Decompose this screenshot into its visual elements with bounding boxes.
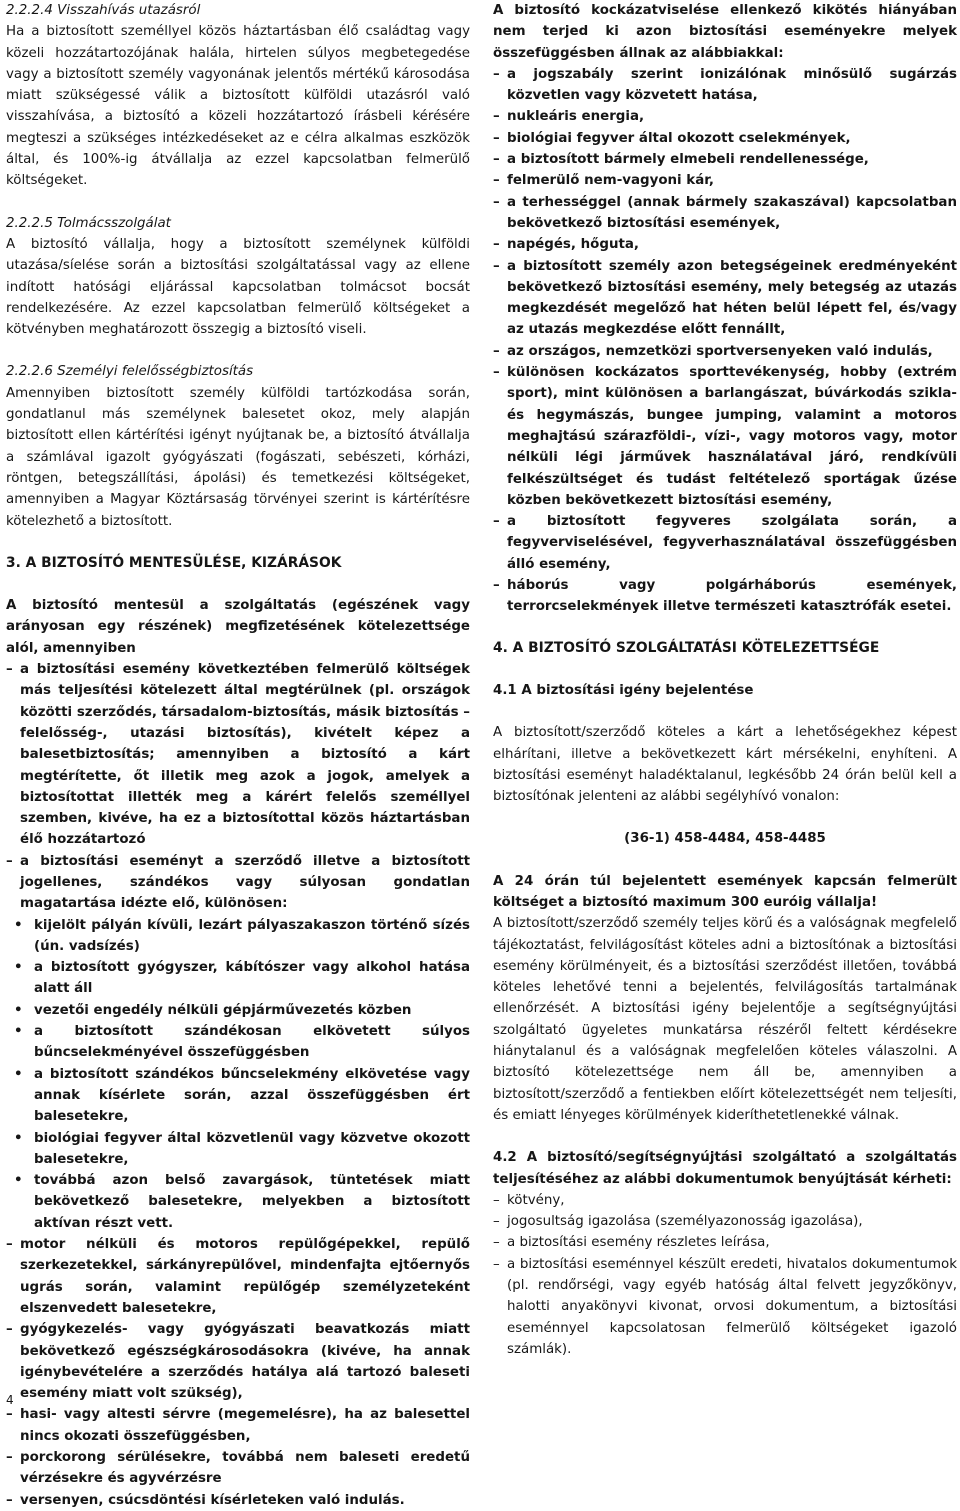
list-item: – gyógykezelés- vagy gyógyászati beavatkozás miatt bekövetkező egészségkárosodásokra (kivéve, ha annak igénybevételére a szerződés hatálya alá tartozó baleseti esemény miatt volt szükség), (6, 1319, 470, 1404)
section-4-1-body-2: A biztosított/szerződő személy teljes körű és a valóságnak megfelelő tájékoztatást, felvilágosítást köteles adni a biztosítónak a biztosítási esemény körülményeit, és a biztosítási szerződést illetően, továbbá köteles lehetővé tenni a bejelentés, felvilágosítás tartalmának ellenőrzését. A biztosítási igény bejelentője a segítségnyújtási szolgáltató ügyeletes munkatársa részéről feltett kérdésekre hiánytalanul és a valóságnak megfelelően köteles válaszolni. A biztosító kötelezettsége nem áll be, amennyiben a biztosított/szerződő a fentiekben előírt kötelezettségét nem teljesíti, és emiatt lényeges körülmények kideríthetetlenekké válnak. (493, 916, 957, 1123)
section-heading: 2.2.2.4 Visszahívás utazásról (6, 3, 201, 18)
list-item: – kötvény, (493, 1190, 957, 1211)
bullet-item: • a biztosított gyógyszer, kábítószer vagy alkohol hatása alatt áll (6, 957, 470, 1000)
risk-exclusions-block (493, 0, 957, 618)
list-item: – a biztosított bármely elmebeli rendellenessége, (493, 149, 957, 170)
left-column (6, 0, 470, 1511)
list-item: – a biztosítási esemény részletes leírása, (493, 1232, 957, 1253)
list-item: – nukleáris energia, (493, 106, 957, 127)
list-item: – a jogszabály szerint ionizálónak minősülő sugárzás közvetlen vagy közvetett hatása, (493, 64, 957, 107)
list-item: – motor nélküli és motoros repülőgépekkel, repülő szerkezetekkel, sárkányrepülővel, mindenfajta ejtőernyős ugrás során, valamint repülőgép személyzeteként elszenvedett balesetekre, (6, 1234, 470, 1319)
section-2-2-2-5 (6, 213, 470, 341)
section-heading: 2.2.2.6 Személyi felelősségbiztosítás (6, 364, 254, 380)
bullet-item: • a biztosított szándékos bűncselekmény elkövetése vagy annak kísérlete során, azzal összefüggésben ért balesetekre, (6, 1064, 470, 1128)
list-item: – az országos, nemzetközi sportversenyeken való indulás, (493, 341, 957, 362)
list-item-text: a biztosítási eseményt a szerződő illetve a biztosított jogellenes, szándékos vagy súlyosan gondatlan magatartása idézte elő, különösen: (20, 853, 470, 912)
risk-list (493, 64, 957, 618)
list-item: – a biztosítási eseménnyel készült eredeti, hivatalos dokumentumok (pl. rendőrségi, vagy egyéb hatóság által felvett jegyzőkönyv, halotti anyakönyvi kivonat, orvosi dokumentum, a biztosítási eseménnyel kapcsolatosan felmerülő költségeket igazoló számlák). (493, 1254, 957, 1360)
bullet-item: • vezetői engedély nélküli gépjárművezetés közben (6, 1000, 470, 1021)
list-item: – különösen kockázatos sporttevékenység, hobby (extrém sport), mint különösen a barlangászat, búvárkodás szikla- és hegymászás, bungee jumping, valamint a motoros meghajtású szárazföldi-, vízi-, vagy motoros vagy, motor nélküli légi járművek használatával járó, rendkívüli felkészültséget és tudást feltételező sportágak űzése közben bekövetkezett biztosítási esemény, (493, 362, 957, 511)
bullet-item: • a biztosított szándékosan elkövetett súlyos bűncselekményével összefüggésben (6, 1021, 470, 1064)
list-item (6, 851, 470, 1234)
hotline-phone: (36-1) 458-4484, 458-4485 (624, 831, 826, 847)
documents-list (493, 1190, 957, 1360)
section-body: Amennyiben biztosított személy külföldi tartózkodása során, gondatlanul más személynek balesetet okoz, mely alapján biztosított ellen kártérítési igényt nyújtanak be, a biztosító átvállalja a számlával igazolt gyógyászati (fogászati, sebészeti, kórházi, röntgen, betegszállítási, ápolási) és temetkezési költségeket, amennyiben a Magyar Köztársaság törvényei szerint is kártérítésre kötelezhető a biztosított. (6, 385, 470, 529)
list-item: – napégés, hőguta, (493, 234, 957, 255)
section-3-title: 3. A BIZTOSÍTÓ MENTESÜLÉSE, KIZÁRÁSOK (6, 554, 342, 571)
list-item: – háborús vagy polgárháborús események, terrorcselekmények illetve természeti katasztrófák esetei. (493, 575, 957, 618)
section-4-1-title: 4.1 A biztosítási igény bejelentése (493, 682, 754, 698)
exclusions-intro: A biztosító mentesül a szolgáltatás (egészének vagy arányosan egy részének) megfizetésének kötelezettsége alól, amennyiben (6, 598, 470, 656)
list-item: – a biztosított személy azon betegségeinek eredményeként bekövetkező biztosítási esemény, mely betegség az utazás megkezdését megelőző hat héten belül lépett fel, és/vagy az utazás megkezdése előtt fennállt, (493, 256, 957, 341)
risk-intro: A biztosító kockázatviselése ellenkező kikötés hiányában nem terjed ki azon biztosítási eseményekre melyek összefüggésben állnak az alábbiakkal: (493, 3, 957, 61)
list-item: – biológiai fegyver által okozott cselekmények, (493, 128, 957, 149)
page-number: 4 (6, 1393, 14, 1407)
list-item: – felmerülő nem-vagyoni kár, (493, 170, 957, 191)
bullet-list (6, 915, 470, 1234)
section-4-2-title: 4.2 A biztosító/segítségnyújtási szolgáltató a szolgáltatás teljesítéséhez az alábbi dokumentumok benyújtását kérheti: (493, 1150, 957, 1187)
exclusions-list-a (6, 659, 470, 1234)
right-column (493, 0, 957, 1360)
list-item: – hasi- vagy altesti sérvre (megemelésre), ha az balesettel nincs okozati összefüggésben, (6, 1404, 470, 1447)
list-item: – a biztosítási esemény következtében felmerülő költségek más teljesítési kötelezett által megtérülnek (pl. országok közötti szerződés, társadalom-biztosítás, másik biztosítás – felelősség-, utazási biztosítás), kivételt képez a balesetbiztosítás; amennyiben a biztosító a kárt megtérítette, őt illetik meg azok a jogok, amelyek a biztosítottat illették meg a kárért felelős személlyel szemben, kivéve, ha ez a biztosítottal közös háztartásban élő hozzátartozó (6, 659, 470, 851)
bullet-item: • kijelölt pályán kívüli, lezárt pályaszakaszon történő sízés (ún. vadsízés) (6, 915, 470, 958)
section-body: A biztosító vállalja, hogy a biztosított személynek külföldi utazása/síelése során a biztosítási szolgáltatással vagy az ellene indított hatósági eljárással kapcsolatban tolmácsot bocsát rendelkezésére. Az ezzel kapcsolatban felmerülő költségeket a kötvényben meghatározott összegig a biztosító viseli. (6, 236, 470, 338)
list-item: – a biztosított fegyveres szolgálata során, a fegyverviselésével, fegyverhasználatával összefüggésben álló esemény, (493, 511, 957, 575)
exclusions-block (6, 595, 470, 1511)
list-item: – porckorong sérülésekre, továbbá nem baleseti eredetű vérzésekre és agyvérzésre (6, 1447, 470, 1490)
deadline-warning: A 24 órán túl bejelentett események kapcsán felmerült költséget a biztosító maximum 300 euróig vállalja! (493, 873, 957, 910)
section-body: Ha a biztosított személlyel közös háztartásban élő családtag vagy közeli hozzátartozójának halála, hirtelen súlyos megbetegedése vagy a biztosított személy vagyonának jelentős mértékű károsodása miatt szükségessé válik a biztosított külföldi utazásról való visszahívása, a biztosító a közeli hozzátartozó írásbeli kérésére megteszi a szükséges intézkedéseket az e célra alkalmas eszközök által, és 100%-ig átvállalja az ezzel kapcsolatban felmerülő költségeket. (6, 24, 470, 189)
bullet-item: • biológiai fegyver által közvetlenül vagy közvetve okozott balesetekre, (6, 1128, 470, 1171)
section-4-title: 4. A BIZTOSÍTÓ SZOLGÁLTATÁSI KÖTELEZETTSÉGE (493, 639, 880, 656)
list-item: – a terhességgel (annak bármely szakaszával) kapcsolatban bekövetkező biztosítási események, (493, 192, 957, 235)
list-item: – versenyen, csúcsdöntési kísérleteken való indulás. (6, 1490, 470, 1511)
list-item: – jogosultság igazolása (személyazonosság igazolása), (493, 1211, 957, 1232)
bullet-item: • továbbá azon belső zavargások, tüntetések miatt bekövetkező balesetekre, melyekben a biztosított aktívan részt vett. (6, 1170, 470, 1234)
exclusions-list-b (6, 1234, 470, 1511)
section-4-1-body: A biztosított/szerződő köteles a kárt a lehetőségekhez képest elhárítani, illetve a bekövetkezett kárt mérsékelni, enyhíteni. A biztosítási eseményt haladéktalanul, legkésőbb 24 órán belül kell a biztosítónak jelenteni az alábbi segélyhívó vonalon: (493, 725, 957, 805)
section-2-2-2-6 (6, 361, 470, 531)
section-heading: 2.2.2.5 Tolmácsszolgálat (6, 215, 171, 231)
section-2-2-2-4 (6, 0, 470, 192)
